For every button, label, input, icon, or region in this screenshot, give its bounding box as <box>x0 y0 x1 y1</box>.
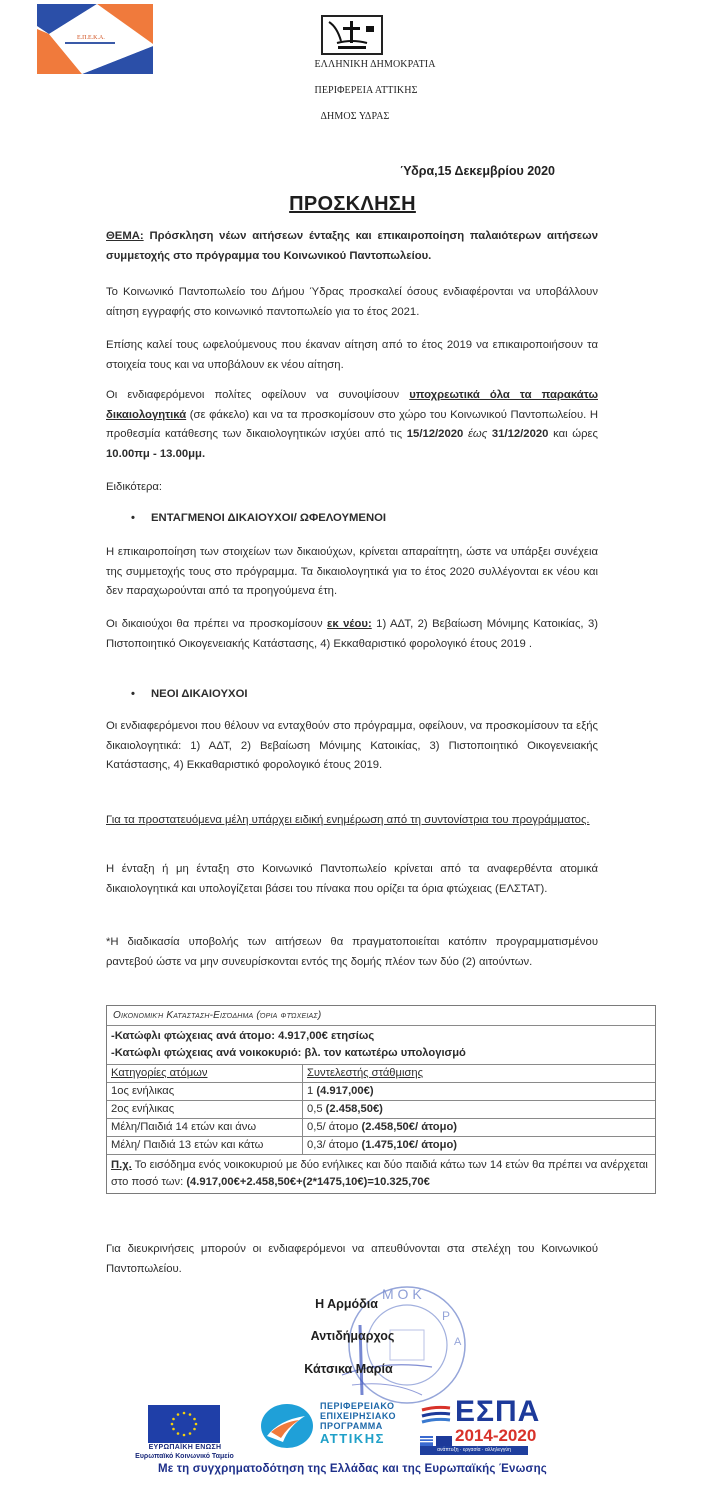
eu-flag-logo <box>148 1405 220 1443</box>
paragraph-renewal: Επίσης καλεί τους ωφελούμενους που έκαναν αίτηση από το έτος 2019 να επικαιροποιήσουν τα στοιχεία τους και να υποβάλουν εκ νέου αίτηση. <box>106 339 598 371</box>
paragraph-appointment: *Η διαδικασία υποβολής των αιτήσεων θα πραγματοποιείται κατόπιν προγραμματισμένου ραντεβού ώστε να μην συνευρίσκονται εντός της δομής πλέον των δύο (2) αιτούντων. <box>106 936 598 968</box>
epeka-logo-icon <box>37 4 153 74</box>
table-row: Μέλη/ Παιδιά 13 ετών και κάτω 0,3/ άτομο (1.475,10€/ άτομο) <box>107 1136 655 1154</box>
subject-text: Πρόσκληση νέων αιτήσεων ένταξης και επικαιροποίηση παλαιότερων αιτήσεων συμμετοχής στο πρόγραμμα του Κοινωνικού Παντοπωλείου. <box>106 230 598 262</box>
coat-of-arms <box>321 15 383 55</box>
emblem-icon <box>323 17 381 53</box>
espa-years: 2014-2020 <box>455 1426 537 1445</box>
signature-role: Η Αρμόδια <box>315 1297 378 1311</box>
cofunding-statement: Με τη συγχρηματοδότηση της Ελλάδας και της Ευρωπαϊκής Ένωσης <box>158 1463 547 1475</box>
bullet-icon: • <box>131 512 135 524</box>
paragraph-update-data: Η επικαιροποίηση των στοιχείων των δικαιούχων, κρίνεται απαραίτητη, ώστε να υπάρξει συνέχεια της συμμετοχής τους στο πρόγραμμα. Τα δικαιολογητικά για το έτος 2020 συλλέγονται εκ νέου και δεν παραχωρούνται από τα προηγούμενα έτη. <box>106 546 598 597</box>
header-line-region: ΠΕΡΙΦΕΡΕΙΑ ΑΤΤΙΚΗΣ <box>314 85 418 96</box>
table-column-headers <box>107 1064 655 1082</box>
svg-text:Α: Α <box>454 1336 462 1348</box>
poverty-threshold-table <box>106 1005 656 1194</box>
section-new-beneficiaries: • ΝΕΟΙ ΔΙΚΑΙΟΥΧΟΙ <box>131 688 248 700</box>
paragraph-protected-members: Για τα προστατευόμενα μέλη υπάρχει ειδική ενημέρωση από τη συντονίστρια του προγράμματος. <box>106 814 590 826</box>
svg-text:Μ Ο Κ: Μ Ο Κ <box>382 1286 422 1302</box>
esf-label: Ευρωπαϊκό Κοινωνικό Ταμείο <box>135 1453 234 1460</box>
example-label: Π.χ. <box>111 1159 132 1171</box>
page-title: ΠΡΟΣΚΛΗΣΗ <box>289 193 416 215</box>
espa-waves-icon <box>420 1404 452 1426</box>
table-row: 1ος ενήλικας 1 (4.917,00€) <box>107 1082 655 1100</box>
paragraph-contact: Για διευκρινήσεις μπορούν οι ενδιαφερόμενοι να απευθύνονται στα στελέχη του Κοινωνικού Παντοπωλείου. <box>106 1243 598 1275</box>
attica-swirl-icon <box>259 1402 315 1450</box>
signature-title: Αντιδήμαρχος <box>310 1329 395 1343</box>
header-line-municipality: ΔΗΜΟΣ ΥΔΡΑΣ <box>320 111 390 122</box>
paragraph-requirements: Οι ενδιαφερόμενοι πολίτες οφείλουν να συνοψίσουν υποχρεωτικά όλα τα παρακάτω δικαιολογητικά (σε φάκελο) και να τα προσκομίσουν στο χώρο του Κοινωνικού Παντοπωλείου. Η προθεσμία κατάθεσης των δικαιολογητικών ισχύει από τις 15/12/2020 έως 31/12/2020 και ώρες 10.00πμ - 13.00μμ. <box>106 389 598 460</box>
required-documents-emphasis: υποχρεωτικά όλα τα παρακάτω δικαιολογητικά <box>106 389 598 421</box>
table-title: Οικονομική Κατάσταση-Εισόδημα (όρια φτώχειας) <box>113 1010 322 1021</box>
greek-eu-flags-icon <box>420 1431 452 1441</box>
subject-label: ΘΕΜΑ: <box>106 230 144 242</box>
section-existing-beneficiaries: • ΕΝΤΑΓΜΕΝΟΙ ΔΙΚΑΙΟΥΧΟΙ/ ΩΦΕΛΟΥΜΕΝΟΙ <box>131 512 387 524</box>
threshold-per-household: -Κατώφλι φτώχειας ανά νοικοκυριό: βλ. τον κατωτέρω υπολογισμό <box>111 1047 466 1059</box>
svg-text:Ρ: Ρ <box>442 1309 451 1323</box>
example-formula: (4.917,00€+2.458,50€+(2*1475,10€)=10.325,70€ <box>186 1176 430 1188</box>
paragraph-existing-documents: Οι δικαιούχοι θα πρέπει να προσκομίσουν εκ νέου: 1) ΑΔΤ, 2) Βεβαίωση Μόνιμης Κατοικίας, 3) Πιστοποιητικό Οικογενειακής Κατάστασης, 4) Εκκαθαριστικό φορολογικό έτους 2019 . <box>106 618 598 650</box>
subject <box>106 227 598 266</box>
bullet-icon: • <box>131 688 135 700</box>
deadline-to: 31/12/2020 <box>491 428 549 440</box>
table-header-row <box>107 1006 655 1025</box>
threshold-per-person: -Κατώφλι φτώχειας ανά άτομο: 4.917,00€ ετησίως <box>111 1030 375 1042</box>
eu-label: ΕΥΡΩΠΑΪΚΗ ΕΝΩΣΗ <box>148 1444 222 1451</box>
table-row: 2ος ενήλικας 0,5 (2.458,50€) <box>107 1100 655 1118</box>
column-header-category: Κατηγορίες ατόμων <box>107 1065 303 1082</box>
header-line-republic: ΕΛΛΗΝΙΚΗ ΔΗΜΟΚΡΑΤΙΑ <box>314 59 436 70</box>
espa-title: ΕΣΠΑ <box>455 1395 541 1428</box>
table-row: Μέλη/Παιδιά 14 ετών και άνω 0,5/ άτομο (2.458,50€/ άτομο) <box>107 1118 655 1136</box>
epeka-logo <box>37 4 153 74</box>
document-date: Ύδρα,15 Δεκεμβρίου 2020 <box>400 164 556 178</box>
paragraph-specifically: Ειδικότερα: <box>106 481 163 493</box>
svg-text:Ε.Π.Ε.Κ.Α.: Ε.Π.Ε.Κ.Α. <box>77 35 105 41</box>
paragraph-eligibility: Η ένταξη ή μη ένταξη στο Κοινωνικό Παντοπωλείο κρίνεται από τα αναφερθέντα ατομικά δικαιολογητικά και υπολογίζεται βάσει του πίνακα που ορίζει τα όρια φτώχειας (ΕΛΣΤΑΤ). <box>106 863 598 895</box>
deadline-from: 15/12/2020 <box>406 428 464 440</box>
eu-stars-icon <box>148 1405 220 1443</box>
column-header-coefficient: Συντελεστής στάθμισης <box>307 1067 423 1079</box>
office-hours: 10.00πμ - 13.00μμ. <box>106 447 206 460</box>
espa-tagline: ανάπτυξη · εργασία · αλληλεγγύη <box>420 1446 528 1455</box>
paragraph-invitation: Το Κοινωνικό Παντοπωλείο του Δήμου Ύδρας προσκαλεί όσους ενδιαφέρονται να υποβάλλουν αίτηση εγγραφής στο κοινωνικό παντοπωλείο για το έτος 2021. <box>106 286 598 318</box>
threshold-lines <box>107 1025 655 1064</box>
attica-program-text: ΠΕΡΙΦΕΡΕΙΑΚΟ ΕΠΙΧΕΙΡΗΣΙΑΚΟ ΠΡΟΓΡΑΜΜΑ ΑΤΤΙΚΗΣ <box>320 1401 396 1446</box>
signature-name: Κάτσικα Μαρία <box>304 1362 393 1376</box>
attica-program-logo <box>259 1402 315 1450</box>
paragraph-new-documents: Οι ενδιαφερόμενοι που θέλουν να ενταχθούν στο πρόγραμμα, οφείλουν, να προσκομίσουν τα εξής δικαιολογητικά: 1) ΑΔΤ, 2) Βεβαίωση Μόνιμης Κατοικίας, 3) Πιστοποιητικό Οικογενειακής Κατάστασης, 4) Εκκαθαριστικό φορολογικό έτους 2019. <box>106 720 598 771</box>
table-example-row: Π.χ. Το εισόδημα ενός νοικοκυριού με δύο ενήλικες και δύο παιδιά κάτω των 14 ετών θα πρέπει να ανέρχεται στο ποσό των: (4.917,00€+2.458,50€+(2*1475,10€)=10.325,70€ <box>107 1154 655 1193</box>
